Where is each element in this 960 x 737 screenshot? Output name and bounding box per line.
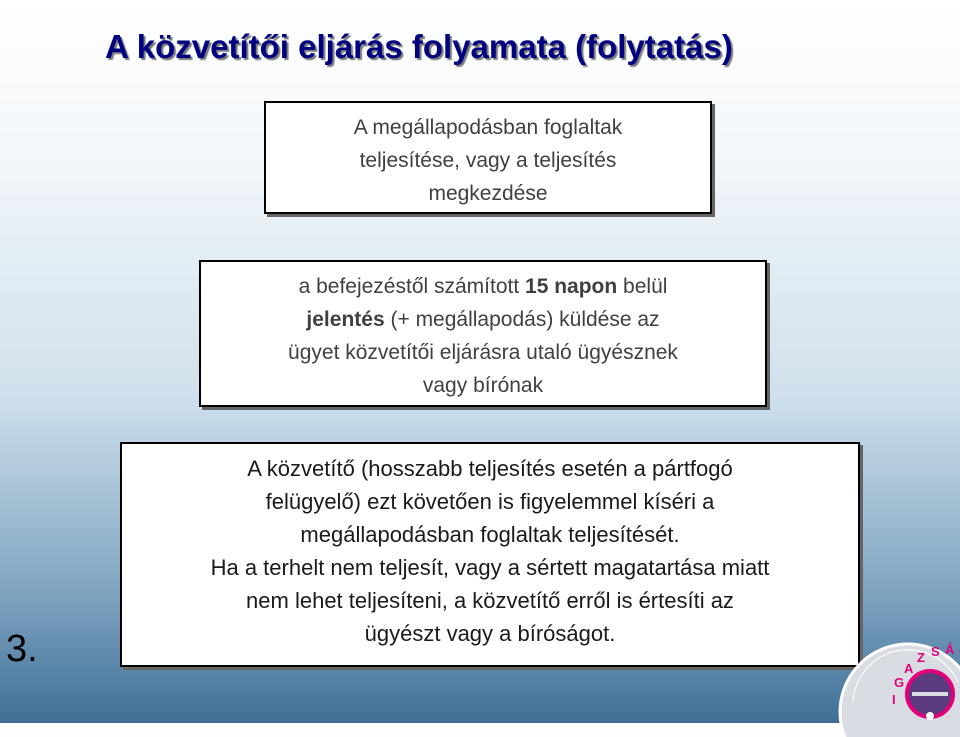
box1-line: A megállapodásban foglaltak <box>353 116 623 139</box>
svg-text:A: A <box>904 661 914 676</box>
box3-line: megállapodásban foglaltak teljesítését. <box>300 522 680 547</box>
step-number: 3. <box>6 628 38 670</box>
box2-line <box>201 303 765 336</box>
box2-text: a befejezéstől számított <box>298 275 526 298</box>
box2-line <box>201 270 765 303</box>
box2-text: belül <box>617 275 668 298</box>
svg-text:G: G <box>894 675 905 690</box>
box2-emphasis: jelentés <box>306 308 385 331</box>
svg-text:I: I <box>892 692 896 707</box>
box3-line: Ha a terhelt nem teljesít, vagy a sértett magatartása miatt <box>210 555 770 580</box>
box2-line: vagy bírónak <box>422 374 544 397</box>
box3-line: nem lehet teljesíteni, a közvetítő erről is értesíti az <box>246 588 734 613</box>
box3-line: A közvetítő (hosszabb teljesítés esetén a pártfogó <box>247 456 733 481</box>
box3-line: felügyelő) ezt követően is figyelemmel kíséri a <box>265 489 715 514</box>
box2-emphasis: 15 napon <box>525 275 618 298</box>
svg-text:S: S <box>931 644 940 659</box>
step-box-fulfillment <box>264 101 712 214</box>
step-box-report <box>199 260 767 407</box>
box1-line: megkezdése <box>428 182 548 205</box>
box2-text: (+ megállapodás) küldése az <box>384 308 660 331</box>
svg-text:Á: Á <box>945 642 955 657</box>
box2-line: ügyet közvetítői eljárásra utaló ügyésznek <box>288 341 678 364</box>
svg-text:Z: Z <box>917 650 925 665</box>
step-box-monitoring <box>120 442 860 667</box>
box3-line: ügyészt vagy a bíróságot. <box>364 621 616 646</box>
box1-line: teljesítése, vagy a teljesítés <box>359 149 617 172</box>
slide-title: A közvetítői eljárás folyamata (folytatás) <box>105 28 733 65</box>
